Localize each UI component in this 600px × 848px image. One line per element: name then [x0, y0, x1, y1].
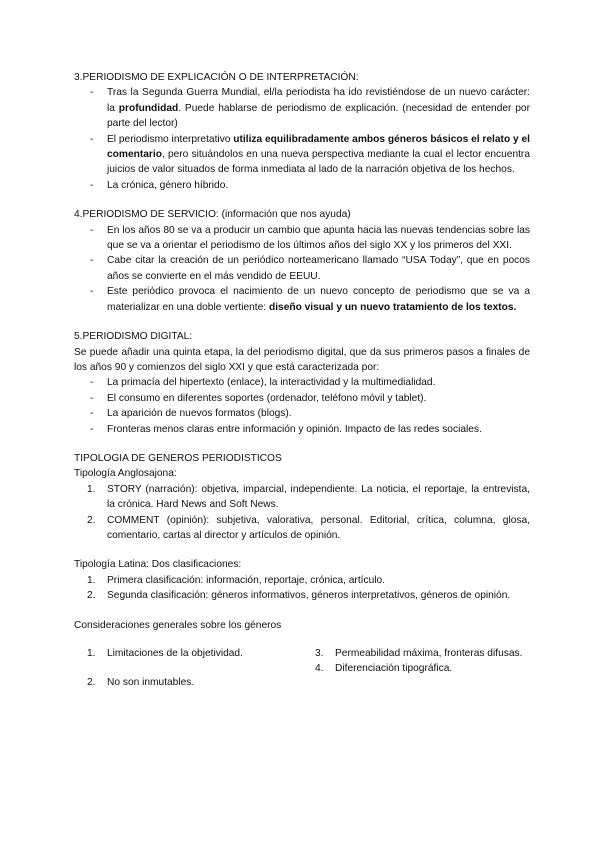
list-item: - El periodismo interpretativo utiliza equilibradamente ambos géneros básicos el relato y el comentario, pero situándolos en una nueva perspectiva mediante la cual el lector encuentra juicios de valor situados de forma inmediata al lado de la narración objetiva de los hechos.	[74, 132, 530, 178]
section-consideraciones	[74, 618, 530, 691]
two-column-list	[74, 646, 530, 691]
section-periodismo-servicio	[74, 207, 530, 315]
section-periodismo-explicacion	[74, 70, 530, 193]
column-right	[302, 646, 530, 691]
list-item: 2. Segunda clasificación: géneros informativos, géneros interpretativos, géneros de opinión.	[87, 590, 511, 602]
list-item: 1. Limitaciones de la objetividad.	[87, 648, 243, 659]
section-tipologia	[74, 451, 530, 604]
list-item: - La crónica, género híbrido.	[74, 178, 530, 193]
list-item: - Este periódico provoca el nacimiento de un nuevo concepto de periodismo que se va a materializar en una doble vertiente: diseño visual y un nuevo tratamiento de los textos.	[74, 284, 530, 315]
section-heading: 4.PERIODISMO DE SERVICIO: (información que nos ayuda)	[74, 209, 351, 221]
bullet-list	[74, 85, 530, 193]
list-item: - Fronteras menos claras entre información y opinión. Impacto de las redes sociales.	[74, 422, 530, 437]
subheading-anglosajona: Tipología Anglosajona:	[74, 468, 177, 480]
list-item: - La aparición de nuevos formatos (blogs).	[74, 406, 530, 421]
list-item: 3. Permeabilidad máxima, fronteras difusas.	[315, 648, 523, 659]
section-intro: Se puede añadir una quinta etapa, la del periodismo digital, que da sus primeros pasos a finales de los años 90 y comienzos del siglo XXI y que está caracterizada por:	[74, 346, 530, 373]
list-item: - En los años 80 se va a producir un cambio que apunta hacia las nuevas tendencias sobre las que se va a orientar el periodismo de los últimos años del siglo XX y los primeros del XXI.	[74, 223, 530, 254]
list-item: 4. Diferenciación tipográfica.	[315, 663, 453, 675]
document-page	[74, 70, 530, 705]
list-item: - Tras la Segunda Guerra Mundial, el/la periodista ha ido revistiéndose de un nuevo carácter: la profundidad. Puede hablarse de periodismo de explicación. (necesidad de entender por parte del lector)	[74, 85, 530, 131]
section-heading: 5.PERIODISMO DIGITAL:	[74, 331, 193, 343]
section-heading: TIPOLOGIA DE GENEROS PERIODISTICOS	[74, 452, 282, 464]
numbered-list-anglosajona	[74, 482, 530, 544]
column-left	[74, 646, 302, 691]
section-heading: Consideraciones generales sobre los géneros	[74, 619, 282, 631]
subheading-latina: Tipología Latina: Dos clasificaciones:	[74, 559, 242, 571]
list-item: - Cabe citar la creación de un periódico norteamericano llamado “USA Today”, que en pocos años se convierte en el más vendido de EEUU.	[74, 253, 530, 284]
bullet-list	[74, 375, 530, 437]
list-item: 1. Primera clasificación: información, reportaje, crónica, artículo.	[87, 574, 386, 586]
list-item: 2. No son inmutables.	[87, 677, 195, 689]
numbered-list-latina	[74, 573, 530, 604]
section-heading: 3.PERIODISMO DE EXPLICACIÓN O DE INTERPRETACIÓN:	[74, 72, 359, 83]
numbered-list	[74, 646, 302, 691]
list-item: 1. STORY (narración): objetiva, imparcial, independiente. La noticia, el reportaje, la entrevista, la crónica. Hard News and Soft News.	[87, 483, 530, 511]
section-periodismo-digital	[74, 329, 530, 437]
list-item: - La primacía del hipertexto (enlace), la interactividad y la multimedialidad.	[74, 375, 530, 390]
bullet-list	[74, 223, 530, 315]
numbered-list	[302, 646, 530, 677]
list-item: - El consumo en diferentes soportes (ordenador, teléfono móvil y tablet).	[74, 391, 530, 406]
list-item: 2. COMMENT (opinión): subjetiva, valorativa, personal. Editorial, crítica, columna, glosa, comentario, cartas al director y artículos de opinión.	[87, 514, 530, 541]
